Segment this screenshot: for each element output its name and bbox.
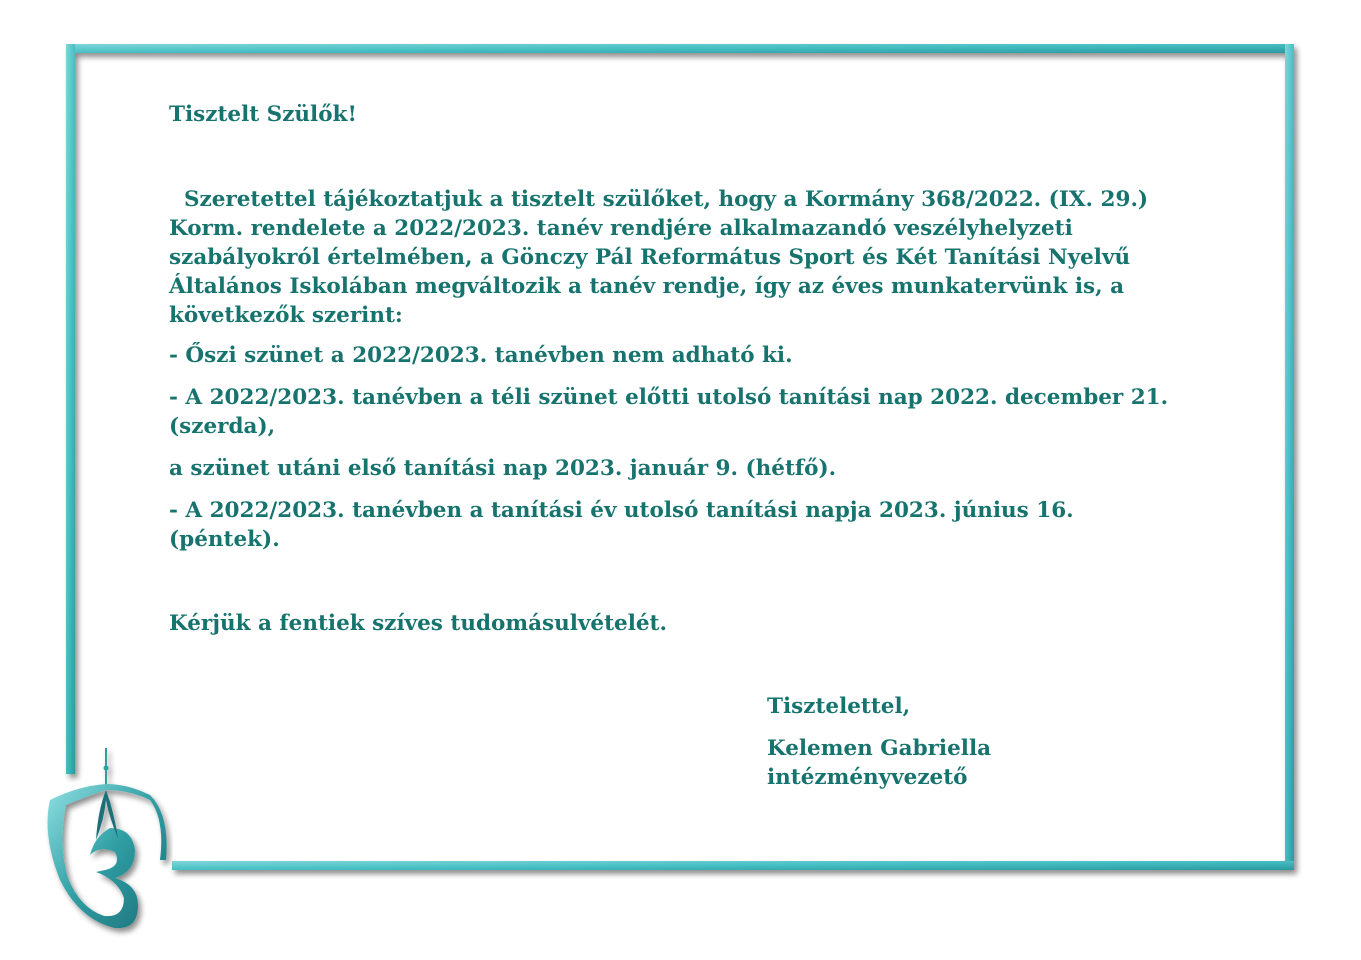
- list-item: a szünet utáni első tanítási nap 2023. január 9. (hétfő).: [169, 456, 837, 481]
- list-item: - A 2022/2023. tanévben a téli szünet előtti utolsó tanítási nap 2022. december 21. (szerda),: [169, 385, 1169, 439]
- greeting: Tisztelt Szülők!: [169, 102, 357, 127]
- signer-title: intézményvezető: [767, 765, 968, 790]
- list-item: - Őszi szünet a 2022/2023. tanévben nem adható ki.: [169, 343, 793, 368]
- regards: Tisztelettel,: [767, 694, 911, 719]
- closing-line: Kérjük a fentiek szíves tudomásulvételét.: [169, 611, 667, 636]
- list-item: - A 2022/2023. tanévben a tanítási év utolsó tanítási napja 2023. június 16. (péntek).: [169, 498, 1074, 552]
- body-paragraph: Szeretettel tájékoztatjuk a tisztelt szülőket, hogy a Kormány 368/2022. (IX. 29.) Korm. rendelete a 2022/2023. tanév rendjére alkalmazandó veszélyhelyzeti szabályokról értelmében, a Gönczy Pál Református Sport és Két Tanítási Nyelvű Általános Iskolában megváltozik a tanév rendje, így az éves munkatervünk is, a következők szerint:: [169, 187, 1149, 328]
- school-emblem-icon: [48, 748, 167, 928]
- signer-name: Kelemen Gabriella: [767, 736, 992, 761]
